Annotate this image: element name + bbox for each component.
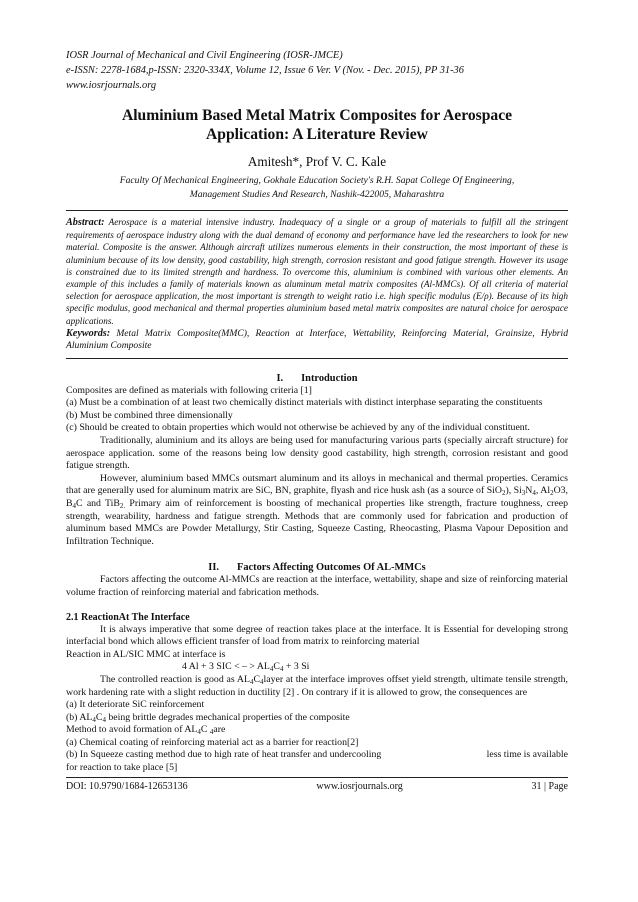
list-item: (a) It deteriorate SiC reinforcement [66,699,205,711]
list-item-right: less time is available [486,749,568,761]
authors: Amitesh*, Prof V. C. Kale [247,154,387,169]
footer-website[interactable]: www.iosrjournals.org [316,780,403,792]
keywords-label: Keywords: [66,327,111,339]
abstract [66,216,568,327]
doi[interactable]: DOI: 10.9790/1684-12653136 [66,780,188,792]
paragraph: Traditionally, aluminium and its alloys are being used for manufacturing various parts (specially aircraft structure) for aerospace application. some of the reasons being low density good castability, high strength, corrosion resistant and good fatigue strength. [66,435,568,472]
subsection-heading: 2.1 ReactionAt The Interface [66,611,190,623]
list-item: (b) Must be combined three dimensionally [66,409,233,421]
divider-top [66,210,568,211]
page-number: 31 | Page [531,780,568,792]
list-item-left: (b) In Squeeze casting method due to high rate of heat transfer and undercooling [66,749,382,761]
journal-issn: e-ISSN: 2278-1684,p-ISSN: 2320-334X, Volume 12, Issue 6 Ver. V (Nov. - Dec. 2015), PP 31-36 [66,65,464,76]
paragraph: Composites are defined as materials with following criteria [1] [66,384,312,396]
list-item: (c) Should be created to obtain properties which would not otherwise be achieved by any of the individual constituent. [66,422,530,434]
paragraph: However, aluminium based MMCs outsmart aluminum and its alloys in mechanical and thermal properties. Ceramics that are generally used for aluminum matrix are SiC, BN, graphite, flyash and rice husk ash (as a source of SiO$_2$), $Si_3N_4$, $Al_2O3$, $B_4C$ and TiB$_{2.}$ Primary aim of reinforcement is boosting of mechanical properties like strength, fracture toughness, creep strength, wearability, hardness and fatigue strength. Methods that are commonly used for fabrication and production of aluminum based MMCs are Powder Metallurgy, Stir Casting, Squeeze Casting, Rheocasting, Plasma Vapour Deposition and Infiltration Technique. [66,472,568,547]
list-item: (b) $AL_4C_4$ being brittle degrades mechanical properties of the composite [66,711,350,724]
list-item-continuation: for reaction to take place [5] [66,762,178,774]
title-line-1: Aluminium Based Metal Matrix Composites for Aerospace [121,107,513,124]
list-item: (a) Must be a combination of at least two chemically distinct materials with distinct interphase separating the constituents [66,397,543,409]
abstract-text: Aerospace is a material intensive industry. Inadequacy of a single or a group of materials to fulfill all the stringent requirements of aerospace industry along with the dual demand of economy and performance have led the researchers to look for new material. Composite is the answer. Although aircraft utilizes numerous elements in their construction, the most important of these is aluminium because of its low density, good castability, high strength, corrosion resistant and good fatigue strength. However its usage is constrained due to its limited strength and hardness. To overcome this, aluminium is combined with various other elements. An example of this includes a family of materials known as aluminum metal matrix composites (Al-MMCs). Of all criteria of material selection for aerospace application, the most important is strength to weight ratio i.e. high specific modulus (E/ρ). Because of its high specific modulus, good mechanical and thermal properties aluminium based metal matrix composites are natural choice for aerospace applications. [66,217,568,326]
journal-name: IOSR Journal of Mechanical and Civil Engineering (IOSR-JMCE) [66,50,343,61]
divider-abstract [66,358,568,359]
section-number: II. [208,562,219,574]
section-title: Factors Affecting Outcomes Of AL-MMCs [236,562,426,574]
divider-footer [66,777,568,778]
paper-page [66,48,568,793]
paragraph: It is always imperative that some degree of reaction takes place at the interface. It is Essential for developing strong interfacial bond which allows efficient transfer of load from matrix to reinforcing material [66,623,568,648]
paragraph: Method to avoid formation of $AL_4C$ $_4$are [66,724,226,737]
paragraph: The controlled reaction is good as $AL_4C_4layer$ at the interface improves offset yield strength, ultimate tensile strength, work hardening rate with a slight reduction in ductility [2] . On contrary if it is allowed to grow, the consequences are [66,673,568,698]
section-heading-factors [66,561,568,574]
keywords-text: Metal Matrix Composite(MMC), Reaction at Interface, Wettability, Reinforcing Material, Grainsize, Hybrid Aluminium Composite [66,327,568,352]
title-line-2: Application: A Literature Review [206,126,428,143]
abstract-label: Abstract: [66,217,105,228]
section-heading-introduction [66,372,568,385]
paragraph: Factors affecting the outcome Al-MMCs are reaction at the interface, wettability, shape and size of reinforcing material volume fraction of reinforcing material and fabrication methods. [66,574,568,598]
list-item: (a) Chemical coating of reinforcing material act as a barrier for reaction[2] [66,736,359,748]
affiliation [66,174,568,202]
keywords [66,328,568,353]
section-introduction-body [66,385,568,549]
affiliation-line-2: Management Studies And Research, Nashik-422005, Maharashtra [189,189,445,200]
affiliation-line-1: Faculty Of Mechanical Engineering, Gokhale Education Society's R.H. Sapat College Of Engineering, [119,175,515,186]
journal-header [66,48,568,93]
section-title: Introduction [301,372,358,384]
section-factors-body [66,574,568,774]
journal-website[interactable]: www.iosrjournals.org [66,80,157,91]
list-item [66,749,568,762]
section-number: I. [276,372,284,384]
page-footer [66,780,568,793]
paper-title [66,106,568,144]
paragraph: Reaction in AL/SIC MMC at interface is [66,648,226,660]
chemical-equation: 4 Al + 3 SIC < – > $AL_4C_4 + 3$ Si [182,661,310,674]
